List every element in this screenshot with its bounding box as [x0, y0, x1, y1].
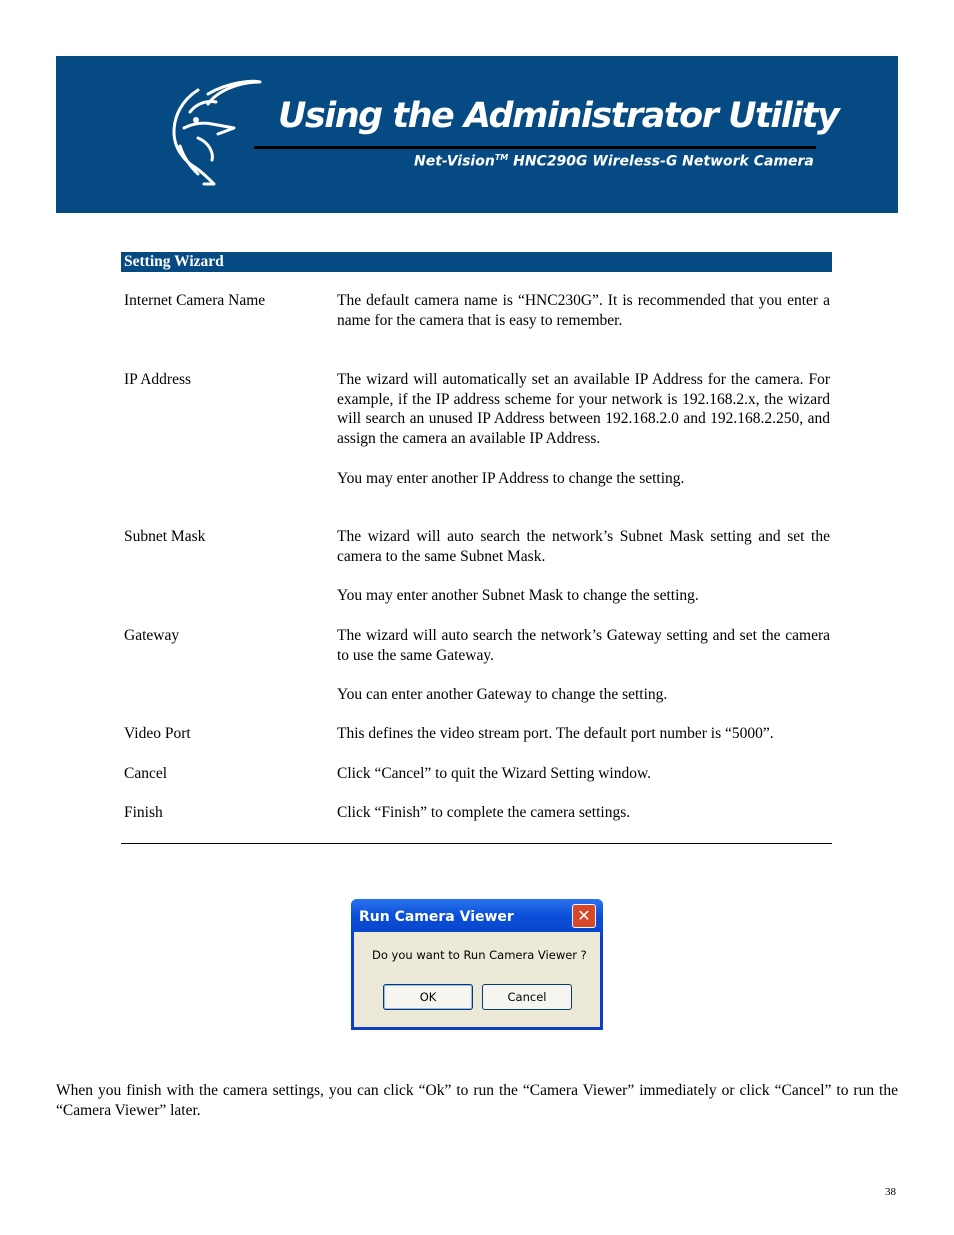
term-gateway: Gateway — [124, 627, 180, 644]
term-cancel: Cancel — [124, 765, 168, 782]
page-number: 38 — [885, 1186, 896, 1198]
cancel-button[interactable]: Cancel — [482, 984, 572, 1010]
product-name: Net-Vision — [414, 153, 495, 170]
desc-paragraph: Click “Finish” to complete the camera settings. — [337, 804, 631, 821]
ok-button[interactable]: OK — [383, 984, 473, 1010]
section-heading: Setting Wizard — [121, 252, 832, 272]
desc-finish — [337, 803, 830, 823]
dialog-title: Run Camera Viewer — [359, 909, 514, 925]
close-icon[interactable]: ✕ — [572, 904, 596, 928]
desc-ip-address — [337, 370, 830, 488]
dialog-message: Do you want to Run Camera Viewer ? — [372, 948, 587, 962]
caption-paragraph: When you finish with the camera settings, you can click “Ok” to run the “Camera Viewer” immediately or click “Cancel” to run the “Camera Viewer” later. — [56, 1082, 898, 1119]
eagle-head-logo — [168, 76, 263, 188]
desc-gateway — [337, 626, 830, 705]
desc-paragraph: This defines the video stream port. The default port number is “5000”. — [337, 725, 774, 742]
term-finish: Finish — [124, 804, 163, 821]
trademark-mark: TM — [494, 153, 509, 162]
desc-paragraph: You can enter another Gateway to change the setting. — [337, 686, 668, 704]
desc-paragraph: You may enter another IP Address to change the setting. — [337, 469, 685, 487]
desc-cancel — [337, 764, 830, 784]
desc-subnet-mask — [337, 527, 830, 606]
product-model: HNC290G Wireless-G Network Camera — [508, 153, 814, 170]
term-video-port: Video Port — [124, 725, 191, 742]
desc-paragraph: You may enter another Subnet Mask to change the setting. — [337, 587, 699, 605]
desc-video-port — [337, 724, 830, 744]
run-camera-viewer-dialog — [351, 899, 603, 1030]
banner-rule — [254, 146, 816, 149]
header-banner — [56, 56, 898, 213]
desc-paragraph: Click “Cancel” to quit the Wizard Setting window. — [337, 765, 652, 782]
desc-paragraph: The wizard will automatically set an available IP Address for the camera. For example, if the IP address scheme for your network is 192.168.2.x, the wizard will search an unused IP Address between 192.168.2.0 and 192.168.2.250, and assign the camera an available IP Address. — [337, 371, 830, 448]
desc-paragraph: The wizard will auto search the network’s Subnet Mask setting and set the camera to the same Subnet Mask. — [337, 528, 830, 565]
banner-title: Using the Administrator Utility — [278, 96, 839, 136]
desc-internet-camera-name — [337, 291, 830, 330]
term-subnet-mask: Subnet Mask — [124, 528, 206, 545]
dialog-body — [354, 932, 600, 1027]
desc-paragraph: The default camera name is “HNC230G”. It is recommended that you enter a name for the camera that is easy to remember. — [337, 292, 830, 329]
desc-paragraph: The wizard will auto search the network’s Gateway setting and set the camera to use the same Gateway. — [337, 627, 830, 664]
term-ip-address: IP Address — [124, 371, 192, 388]
banner-subtitle — [414, 153, 814, 170]
table-bottom-rule — [121, 843, 832, 844]
term-internet-camera-name: Internet Camera Name — [124, 292, 266, 309]
